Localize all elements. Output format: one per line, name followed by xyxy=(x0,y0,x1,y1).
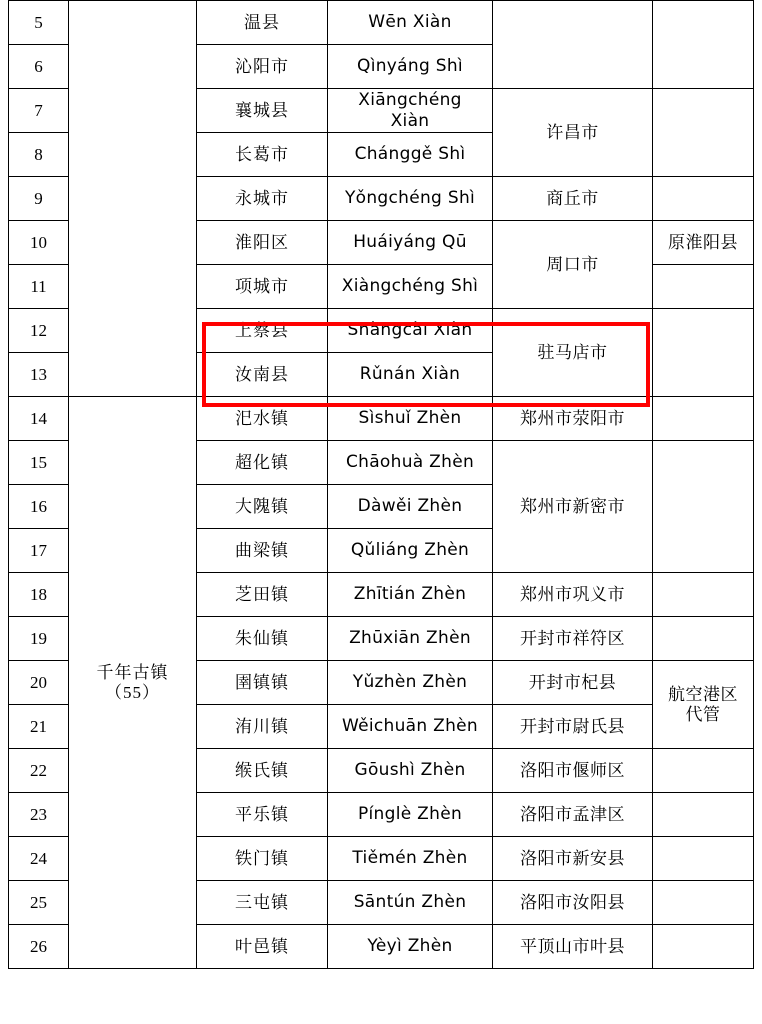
place-pinyin: Pínglè Zhèn xyxy=(328,793,493,837)
row-note xyxy=(653,441,754,573)
place-pinyin: Sāntún Zhèn xyxy=(328,881,493,925)
row-index: 21 xyxy=(9,705,69,749)
place-pinyin: Gōushì Zhèn xyxy=(328,749,493,793)
row-index: 7 xyxy=(9,89,69,133)
place-pinyin: Yǒngchéng Shì xyxy=(328,177,493,221)
place-pinyin: Dàwěi Zhèn xyxy=(328,485,493,529)
administrative-city: 商丘市 xyxy=(493,177,653,221)
table-row xyxy=(9,1,754,45)
administrative-city: 洛阳市偃师区 xyxy=(493,749,653,793)
administrative-city xyxy=(493,1,653,89)
place-name: 项城市 xyxy=(197,265,328,309)
row-note xyxy=(653,89,754,177)
row-index: 9 xyxy=(9,177,69,221)
row-note xyxy=(653,661,754,749)
row-index: 23 xyxy=(9,793,69,837)
category-cell-town xyxy=(69,397,197,969)
place-pinyin: Zhūxiān Zhèn xyxy=(328,617,493,661)
row-index: 17 xyxy=(9,529,69,573)
row-index: 5 xyxy=(9,1,69,45)
place-pinyin xyxy=(328,89,493,133)
place-pinyin: Qìnyáng Shì xyxy=(328,45,493,89)
row-index: 12 xyxy=(9,309,69,353)
table-row xyxy=(9,397,754,441)
place-pinyin: Chánggě Shì xyxy=(328,133,493,177)
place-pinyin: Qǔliáng Zhèn xyxy=(328,529,493,573)
row-index: 19 xyxy=(9,617,69,661)
place-pinyin: Zhītián Zhèn xyxy=(328,573,493,617)
note-line-2: 代管 xyxy=(685,704,721,724)
place-name: 襄城县 xyxy=(197,89,328,133)
place-pinyin: Wēn Xiàn xyxy=(328,1,493,45)
place-name: 大隗镇 xyxy=(197,485,328,529)
row-note xyxy=(653,573,754,617)
row-note xyxy=(653,617,754,661)
row-index: 14 xyxy=(9,397,69,441)
administrative-city: 周口市 xyxy=(493,221,653,309)
place-name: 圉镇镇 xyxy=(197,661,328,705)
row-note xyxy=(653,837,754,881)
place-name-table xyxy=(8,0,754,969)
row-note xyxy=(653,881,754,925)
place-name: 汝南县 xyxy=(197,353,328,397)
administrative-city: 开封市祥符区 xyxy=(493,617,653,661)
row-index: 18 xyxy=(9,573,69,617)
row-note xyxy=(653,177,754,221)
administrative-city: 郑州市荥阳市 xyxy=(493,397,653,441)
row-index: 24 xyxy=(9,837,69,881)
row-index: 13 xyxy=(9,353,69,397)
pinyin-line-1: Xiāngchéng xyxy=(358,90,462,111)
row-note xyxy=(653,1,754,89)
place-name: 芝田镇 xyxy=(197,573,328,617)
place-pinyin: Chāohuà Zhèn xyxy=(328,441,493,485)
administrative-city: 许昌市 xyxy=(493,89,653,177)
row-note xyxy=(653,749,754,793)
category-label-line-2: （55） xyxy=(105,682,160,702)
row-note xyxy=(653,397,754,441)
administrative-city: 郑州市巩义市 xyxy=(493,573,653,617)
row-index: 16 xyxy=(9,485,69,529)
row-index: 22 xyxy=(9,749,69,793)
row-index: 15 xyxy=(9,441,69,485)
row-index: 20 xyxy=(9,661,69,705)
place-name: 淮阳区 xyxy=(197,221,328,265)
place-name: 缑氏镇 xyxy=(197,749,328,793)
place-pinyin: Wěichuān Zhèn xyxy=(328,705,493,749)
place-pinyin: Xiàngchéng Shì xyxy=(328,265,493,309)
place-name: 三屯镇 xyxy=(197,881,328,925)
place-name: 上蔡县 xyxy=(197,309,328,353)
row-note: 原淮阳县 xyxy=(653,221,754,265)
administrative-city: 平顶山市叶县 xyxy=(493,925,653,969)
place-name: 汜水镇 xyxy=(197,397,328,441)
place-name: 永城市 xyxy=(197,177,328,221)
administrative-city: 洛阳市汝阳县 xyxy=(493,881,653,925)
place-pinyin: Sìshuǐ Zhèn xyxy=(328,397,493,441)
row-index: 11 xyxy=(9,265,69,309)
row-note xyxy=(653,793,754,837)
row-index: 10 xyxy=(9,221,69,265)
row-note xyxy=(653,309,754,397)
place-name: 温县 xyxy=(197,1,328,45)
place-name: 朱仙镇 xyxy=(197,617,328,661)
row-note xyxy=(653,265,754,309)
pinyin-line-2: Xiàn xyxy=(390,110,430,131)
category-cell-county xyxy=(69,1,197,397)
place-pinyin: Tiěmén Zhèn xyxy=(328,837,493,881)
row-index: 26 xyxy=(9,925,69,969)
place-name: 超化镇 xyxy=(197,441,328,485)
place-pinyin: Rǔnán Xiàn xyxy=(328,353,493,397)
place-name: 平乐镇 xyxy=(197,793,328,837)
administrative-city: 驻马店市 xyxy=(493,309,653,397)
row-index: 8 xyxy=(9,133,69,177)
place-name: 洧川镇 xyxy=(197,705,328,749)
administrative-city: 洛阳市孟津区 xyxy=(493,793,653,837)
place-pinyin: Shàngcài Xiàn xyxy=(328,309,493,353)
administrative-city: 洛阳市新安县 xyxy=(493,837,653,881)
place-name: 曲梁镇 xyxy=(197,529,328,573)
row-index: 25 xyxy=(9,881,69,925)
place-name: 叶邑镇 xyxy=(197,925,328,969)
row-index: 6 xyxy=(9,45,69,89)
administrative-city: 开封市尉氏县 xyxy=(493,705,653,749)
place-name: 沁阳市 xyxy=(197,45,328,89)
place-pinyin: Yèyì Zhèn xyxy=(328,925,493,969)
place-pinyin: Yǔzhèn Zhèn xyxy=(328,661,493,705)
administrative-city: 开封市杞县 xyxy=(493,661,653,705)
place-name: 长葛市 xyxy=(197,133,328,177)
administrative-city: 郑州市新密市 xyxy=(493,441,653,573)
note-line-1: 航空港区 xyxy=(668,684,738,704)
category-label-line-1: 千年古镇 xyxy=(96,662,169,682)
place-pinyin: Huáiyáng Qū xyxy=(328,221,493,265)
place-name: 铁门镇 xyxy=(197,837,328,881)
row-note xyxy=(653,925,754,969)
